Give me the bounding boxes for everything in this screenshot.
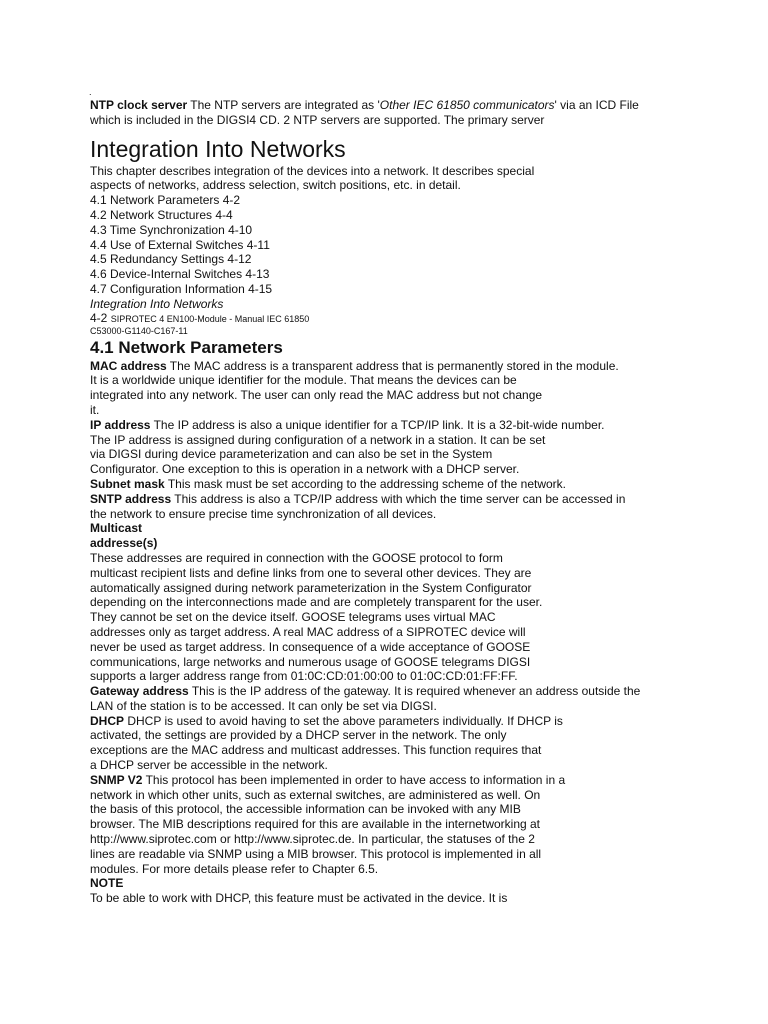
ntp-term: NTP clock server: [90, 98, 188, 112]
toc-item: 4.6 Device-Internal Switches 4-13: [90, 267, 270, 282]
snmp-line: network in which other units, such as external switches, are administered as well. On: [90, 787, 541, 802]
sntp-line: the network to ensure precise time synchronization of all devices.: [90, 506, 437, 521]
ip-line: The IP address is assigned during configuration of a network in a station. It can be set: [90, 432, 546, 447]
snmp-line: the basis of this protocol, the accessible information can be invoked with any MIB: [90, 802, 521, 817]
dhcp-line: activated, the settings are provided by a DHCP server in the network. The only: [90, 728, 507, 743]
note-text: To be able to work with DHCP, this feature must be activated in the device. It is: [90, 891, 508, 906]
snmp-line: http://www.siprotec.com or http://www.siprotec.de. In particular, the statuses of the 2: [90, 832, 535, 847]
ntp-paragraph-line-1: [90, 98, 690, 113]
ntp-text-a: The NTP servers are integrated as ': [187, 98, 380, 112]
multicast-line: addresses only as target address. A real MAC address of a SIPROTEC device will: [90, 624, 526, 639]
multicast-line: These addresses are required in connection with the GOOSE protocol to form: [90, 550, 503, 565]
multicast-term: Multicast: [90, 521, 143, 536]
snmp-text: This protocol has been implemented in order to have access to information in a: [142, 772, 566, 787]
snmp-term: SNMP V2: [90, 772, 143, 787]
snmp-line: browser. The MIB descriptions required for this are available in the internetworking at: [90, 817, 541, 832]
multicast-line: They cannot be set on the device itself. GOOSE telegrams uses virtual MAC: [90, 610, 496, 625]
chapter-intro-line: aspects of networks, address selection, switch positions, etc. in detail.: [90, 178, 461, 193]
mac-paragraph: [90, 359, 690, 374]
dhcp-paragraph: [90, 714, 690, 729]
mac-term: MAC address: [90, 358, 167, 373]
footer-page-number: 4-2: [90, 310, 111, 325]
mac-line: It is a worldwide unique identifier for the module. That means the devices can be: [90, 373, 517, 388]
ip-text: The IP address is also a unique identifier for a TCP/IP link. It is a 32-bit-wide number.: [150, 417, 605, 432]
stray-dot: .: [89, 87, 92, 97]
multicast-term-2: addresse(s): [90, 536, 158, 551]
ntp-text-b: ' via an ICD File: [554, 98, 639, 112]
toc-item: 4.4 Use of External Switches 4-11: [90, 237, 270, 252]
sntp-text: This address is also a TCP/IP address with which the time server can be accessed in: [171, 491, 626, 506]
mac-text: The MAC address is a transparent address that is permanently stored in the module.: [166, 358, 619, 373]
chapter-title: Integration Into Networks: [90, 135, 346, 162]
ip-paragraph: [90, 418, 690, 433]
multicast-line: communications, large networks and numerous usage of GOOSE telegrams DIGSI: [90, 654, 531, 669]
dhcp-line: exceptions are the MAC address and multicast addresses. This function requires that: [90, 743, 542, 758]
toc-item: 4.5 Redundancy Settings 4-12: [90, 252, 252, 267]
dhcp-term: DHCP: [90, 713, 125, 728]
toc-item: 4.1 Network Parameters 4-2: [90, 193, 241, 208]
gateway-text: This is the IP address of the gateway. It is required whenever an address outside the: [188, 684, 641, 699]
chapter-intro-line: This chapter describes integration of the devices into a network. It describes special: [90, 163, 535, 178]
sntp-paragraph: [90, 492, 690, 507]
dhcp-line: a DHCP server be accessible in the network.: [90, 758, 328, 773]
snmp-paragraph: [90, 773, 690, 788]
ip-term: IP address: [90, 417, 151, 432]
multicast-line: automatically assigned during network parameterization in the System Configurator: [90, 580, 532, 595]
gateway-paragraph: [90, 684, 690, 699]
ip-line: Configurator. One exception to this is operation in a network with a DHCP server.: [90, 462, 520, 477]
toc-item: 4.3 Time Synchronization 4-10: [90, 222, 253, 237]
footer-document-code: C53000-G1140-C167-11: [90, 325, 188, 336]
dhcp-text: DHCP is used to avoid having to set the above parameters individually. If DHCP is: [124, 713, 563, 728]
multicast-line: depending on the interconnections made and are completely transparent for the user.: [90, 595, 543, 610]
note-label: NOTE: [90, 876, 124, 891]
mac-line: it.: [90, 402, 100, 417]
toc-item: 4.7 Configuration Information 4-15: [90, 281, 273, 296]
multicast-line: never be used as target address. In consequence of a wide acceptance of GOOSE: [90, 639, 531, 654]
toc-item: 4.2 Network Structures 4-4: [90, 207, 233, 222]
sntp-term: SNTP address: [90, 491, 172, 506]
page-footer: [90, 312, 690, 325]
ntp-italic: Other IEC 61850 communicators: [379, 98, 555, 112]
snmp-line: modules. For more details please refer to Chapter 6.5.: [90, 861, 379, 876]
subnet-text: This mask must be set according to the addressing scheme of the network.: [164, 476, 567, 491]
ip-line: via DIGSI during device parameterization and can also be set in the System: [90, 447, 493, 462]
gateway-line: LAN of the station is to be accessed. It can only be set via DIGSI.: [90, 698, 437, 713]
subnet-paragraph: [90, 477, 690, 492]
multicast-line: supports a larger address range from 01:0C:CD:01:00:00 to 01:0C:CD:01:FF:FF.: [90, 669, 518, 684]
mac-line: integrated into any network. The user can only read the MAC address but not change: [90, 388, 543, 403]
gateway-term: Gateway address: [90, 684, 189, 699]
snmp-line: lines are readable via SNMP using a MIB browser. This protocol is implemented in all: [90, 846, 542, 861]
multicast-line: multicast recipient lists and define links from one to several other devices. They are: [90, 565, 532, 580]
running-head: Integration Into Networks: [90, 296, 224, 311]
footer-manual-title: SIPROTEC 4 EN100-Module - Manual IEC 61850: [110, 313, 310, 324]
subnet-term: Subnet mask: [90, 476, 165, 491]
ntp-paragraph-line-2: which is included in the DIGSI4 CD. 2 NTP servers are supported. The primary server: [90, 112, 545, 127]
section-title: 4.1 Network Parameters: [90, 337, 283, 357]
